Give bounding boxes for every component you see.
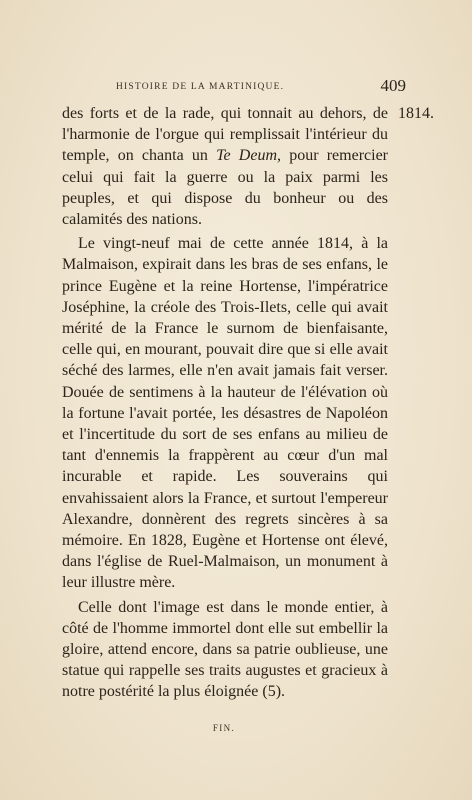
paragraph-2: Le vingt-neuf mai de cette année 1814, à la Malmaison, expirait dans les bras de ses enfans, le prince Eugène et la reine Hortense, l'impératrice Joséphine, la créole des Trois-Ilets, celle qui avait mérité de la France le surnom de bienfaisante, celle qui, en mourant, pouvait dire que si elle avait séché des larmes, elle n'en avait jamais fait verser. Douée de sentimens à la hauteur de l'élévation où la fortune l'avait portée, les désastres de Napoléon et l'incertitude du sort de ses enfans au milieu de tant d'ennemis la frappèrent au cœur d'un mal incurable et rapide. Les souverains qui envahissaient alors la France, et surtout l'empereur Alexandre, donnèrent des regrets sincères à sa mémoire. En 1828, Eugène et Hortense ont élevé, dans l'église de Ruel-Malmaison, un monument à leur illustre mère. <box>62 235 388 592</box>
body-text <box>62 103 388 703</box>
running-head <box>116 76 406 98</box>
running-head-title: HISTOIRE DE LA MARTINIQUE. <box>116 82 285 92</box>
end-mark-text: FIN. <box>212 723 236 733</box>
paragraph-1-italic: Te Deum, <box>216 147 281 165</box>
page-number: 409 <box>380 76 406 95</box>
paragraph-1 <box>62 103 388 230</box>
paragraph-1-after: pour remercier celui qui fait la guerre ou la paix parmi les peuples, et qui dispose du bonheur ou des calamités des nations. <box>62 147 388 229</box>
paragraph-3: Celle dont l'image est dans le monde entier, à côté de l'homme immortel dont elle sut embellir la gloire, attend encore, dans sa patrie oublieuse, une statue qui rappelle ses traits augustes et gracieux à notre postérité la plus éloignée (5). <box>62 598 388 701</box>
end-mark <box>0 723 472 733</box>
paragraph-1-before: des forts et de la rade, qui tonnait au dehors, de l'harmonie de l'orgue qui remplissait l'intérieur du temple, on chanta un <box>62 105 388 165</box>
margin-note-year: 1814. <box>398 105 434 122</box>
